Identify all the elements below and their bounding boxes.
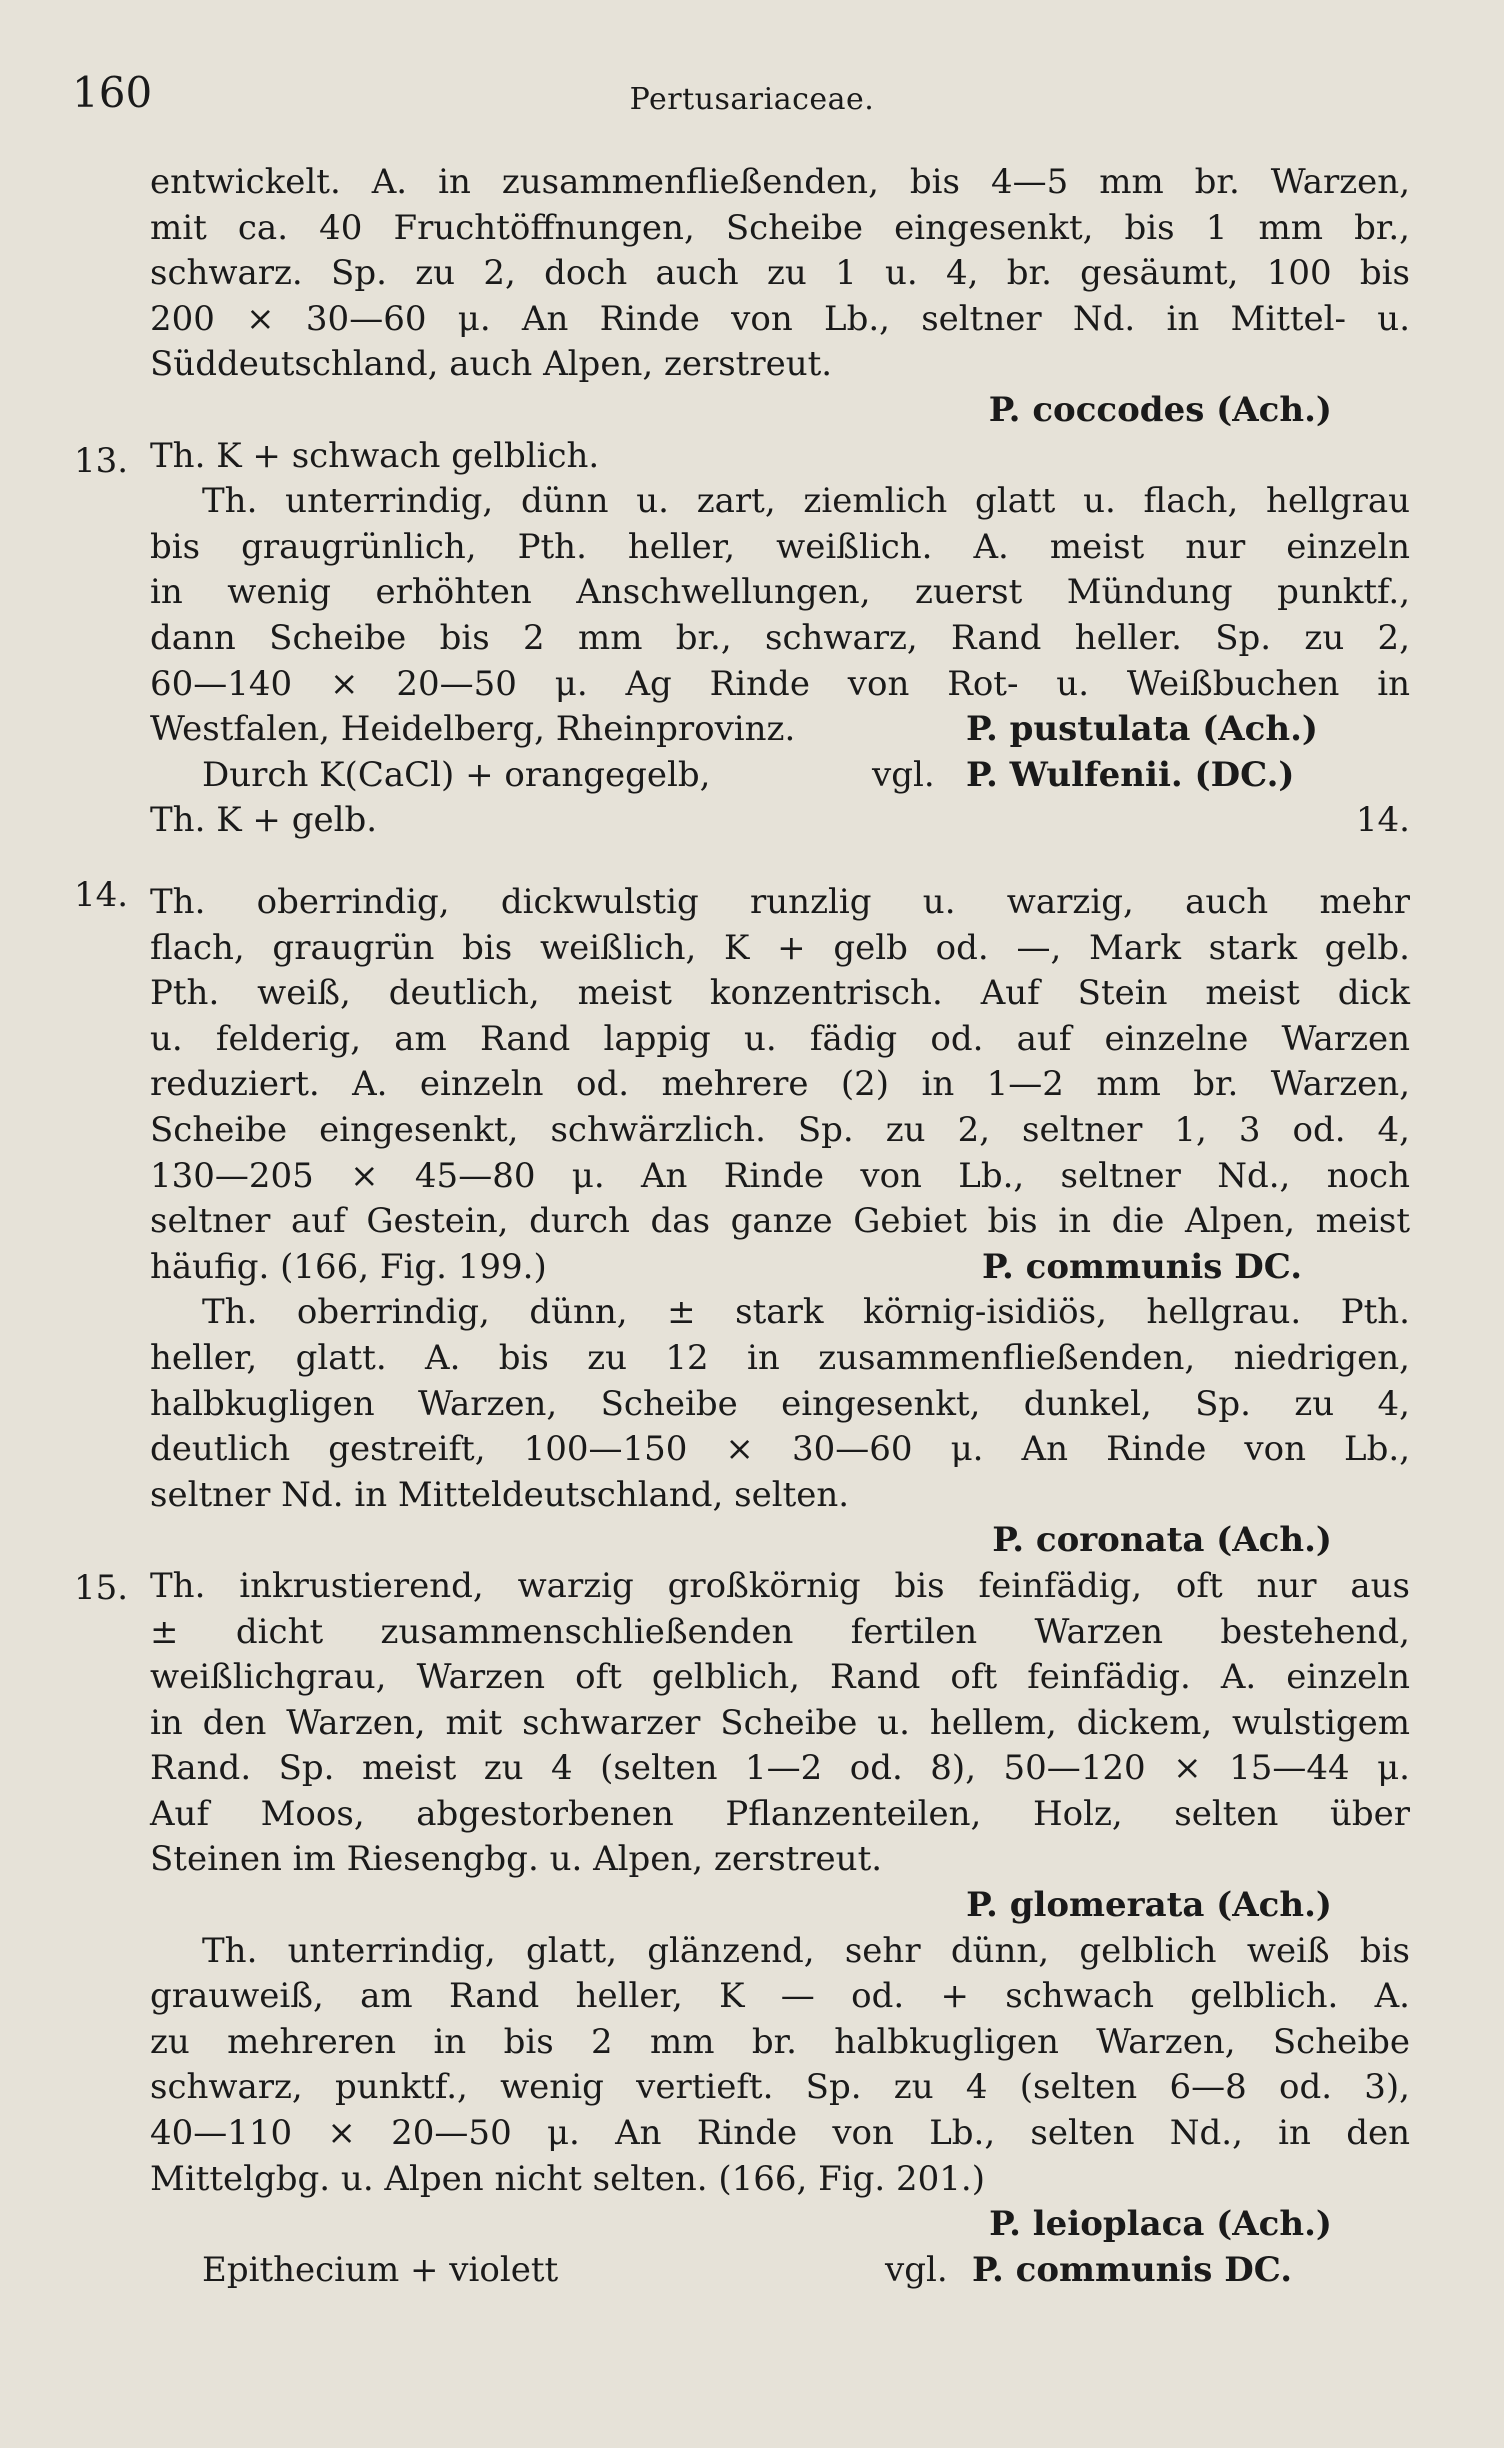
text-line: Steinen im Riesengbg. u. Alpen, zerstreut. [150, 1839, 883, 1880]
text-line: 40—110 × 20—50 μ. An Rinde von Lb., selten Nd., in den [150, 2113, 1410, 2154]
species-name-line [150, 1518, 1410, 1564]
text-line: Scheibe eingesenkt, schwärzlich. Sp. zu 2, seltner 1, 3 od. 4, [150, 1109, 1410, 1150]
text-line: weißlichgrau, Warzen oft gelblich, Rand oft feinfädig. A. einzeln [150, 1657, 1410, 1698]
text-run: vgl. [872, 754, 935, 795]
key-number-15: 15. [74, 1568, 129, 1608]
species-name: P. leioplaca (Ach.) [989, 2204, 1332, 2245]
text-line: heller, glatt. A. bis zu 12 in zusammenfließenden, niedrigen, [150, 1337, 1410, 1378]
text-line: in den Warzen, mit schwarzer Scheibe u. hellem, dickem, wulstigem [150, 1702, 1410, 1743]
page-header [72, 68, 1432, 124]
text-run: vgl. [885, 2249, 948, 2290]
running-title: Pertusariaceae. [629, 82, 875, 117]
text-line: in wenig erhöhten Anschwellungen, zuerst Mündung punktf., [150, 572, 1410, 613]
text-line: Th. oberrindig, dickwulstig runzlig u. warzig, auch mehr [150, 882, 1410, 922]
text-line: halbkugligen Warzen, Scheibe eingesenkt, dunkel, Sp. zu 4, [150, 1383, 1410, 1424]
text-line: dann Scheibe bis 2 mm br., schwarz, Rand heller. Sp. zu 2, [150, 617, 1410, 658]
key-number-13: 13. [74, 441, 129, 481]
species-name: P. coronata (Ach.) [992, 1520, 1332, 1561]
text-run: Epithecium + violett [202, 2249, 559, 2290]
text-line: seltner auf Gestein, durch das ganze Gebiet bis in die Alpen, meist [150, 1201, 1410, 1242]
key-reference: 14. [1355, 800, 1410, 841]
species-name: P. coccodes (Ach.) [988, 389, 1332, 430]
text-line: entwickelt. A. in zusammenfließenden, bis 4—5 mm br. Warzen, [150, 162, 1410, 202]
text-line: grauweiß, am Rand heller, K — od. + schwach gelblich. A. [150, 1976, 1410, 2017]
page-number: 160 [72, 68, 153, 117]
text-line: Th. inkrustierend, warzig großkörnig bis feinfädig, oft nur aus [150, 1565, 1410, 1606]
text-line: Th. K + schwach gelblich. [150, 435, 600, 476]
text-line: schwarz. Sp. zu 2, doch auch zu 1 u. 4, br. gesäumt, 100 bis [150, 253, 1410, 294]
species-name-line [150, 1883, 1410, 1929]
text-line: 200 × 30—60 μ. An Rinde von Lb., seltner Nd. in Mittel- u. [150, 298, 1410, 339]
species-name: P. Wulfenii. (DC.) [966, 754, 1295, 795]
text-line: 60—140 × 20—50 μ. Ag Rinde von Rot- u. Weißbuchen in [150, 663, 1410, 704]
text-line: flach, graugrün bis weißlich, K + gelb od. —, Mark stark gelb. [150, 927, 1410, 968]
text-line: zu mehreren in bis 2 mm br. halbkugligen Warzen, Scheibe [150, 2021, 1410, 2062]
text-line: reduziert. A. einzeln od. mehrere (2) in 1—2 mm br. Warzen, [150, 1064, 1410, 1105]
text-line: Pth. weiß, deutlich, meist konzentrisch. Auf Stein meist dick [150, 973, 1410, 1014]
text-line: u. felderig, am Rand lappig u. fädig od. auf einzelne Warzen [150, 1018, 1410, 1059]
text-line: seltner Nd. in Mitteldeutschland, selten. [150, 1474, 850, 1515]
text-line: mit ca. 40 Fruchtöffnungen, Scheibe eingesenkt, bis 1 mm br., [150, 207, 1410, 248]
text-run: Th. K + gelb. [150, 800, 378, 841]
text-line: ± dicht zusammenschließenden fertilen Warzen bestehend, [150, 1611, 1410, 1652]
text-line: Süddeutschland, auch Alpen, zerstreut. [150, 344, 833, 385]
text-line: deutlich gestreift, 100—150 × 30—60 μ. An Rinde von Lb., [150, 1429, 1410, 1470]
text-block-1 [150, 160, 1410, 844]
text-line: schwarz, punktf., wenig vertieft. Sp. zu 4 (selten 6—8 od. 3), [150, 2067, 1410, 2108]
text-run: Westfalen, Heidelberg, Rheinprovinz. [150, 709, 796, 750]
text-line: Rand. Sp. meist zu 4 (selten 1—2 od. 8), 50—120 × 15—44 μ. [150, 1748, 1410, 1789]
species-name: P. communis DC. [972, 2249, 1293, 2290]
text-line: Auf Moos, abgestorbenen Pflanzenteilen, Holz, selten über [150, 1793, 1410, 1834]
text-line [150, 2248, 1410, 2294]
species-name: P. pustulata (Ach.) [966, 709, 1319, 750]
species-name: P. glomerata (Ach.) [966, 1885, 1332, 1926]
text-line: Th. unterrindig, glatt, glänzend, sehr dünn, gelblich weiß bis [202, 1930, 1410, 1971]
text-line: Mittelgbg. u. Alpen nicht selten. (166, Fig. 201.) [150, 2158, 985, 2199]
text-line [150, 798, 1410, 844]
species-name: P. communis DC. [982, 1246, 1303, 1287]
text-line: Th. oberrindig, dünn, ± stark körnig-isidiös, hellgrau. Pth. [202, 1292, 1410, 1333]
text-block-2 [150, 880, 1410, 2293]
text-line: 130—205 × 45—80 μ. An Rinde von Lb., seltner Nd., noch [150, 1155, 1410, 1196]
species-name-line [150, 388, 1410, 434]
text-line: Th. unterrindig, dünn u. zart, ziemlich glatt u. flach, hellgrau [202, 481, 1410, 522]
text-line [150, 707, 1410, 753]
text-line [150, 1245, 1410, 1291]
text-line [150, 753, 1410, 799]
key-number-14: 14. [74, 875, 129, 915]
text-run: Durch K(CaCl) + orangegelb, [202, 754, 711, 795]
text-line: bis graugrünlich, Pth. heller, weißlich. A. meist nur einzeln [150, 526, 1410, 567]
species-name-line [150, 2202, 1410, 2248]
text-run: häufig. (166, Fig. 199.) [150, 1246, 547, 1287]
